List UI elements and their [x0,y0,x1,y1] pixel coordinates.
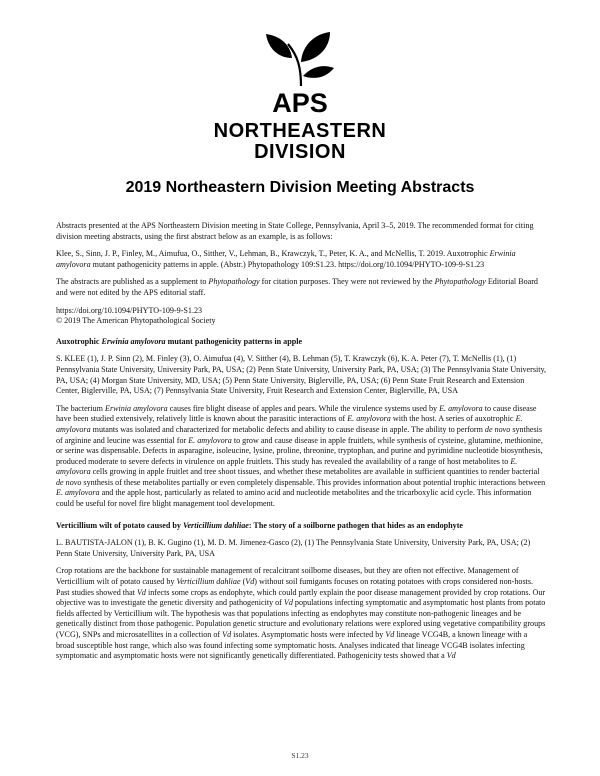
doi-link[interactable]: https://doi.org/10.1094/PHYTO-109-9-S1.23 [56,305,203,315]
abstract-2-authors: L. BAUTISTA-JALON (1), B. K. Gugino (1), M. D. M. Jimenez-Gasco (2), (1) The Pennsylvania State University, University Park, PA, USA; (2) Penn State University, University Park, PA, USA [56,538,531,558]
doi-and-copyright [56,306,546,327]
abstract-1-authors: S. KLEE (1), J. P. Sinn (2), M. Finley (3), O. Aimufua (4), V. Sitther (4), B. Lehman (5), T. Krawczyk (6), K. A. Peter (7), T. McNellis (1), (1) Pennsylvania State University, University Park, PA, USA; (2) Penn State University, University Park, PA, USA; (3) The Pennsylvania State University, PA, USA; (4) Morgan State University, MD, USA; (5) Penn State University, Biglerville, PA, USA; (6) Penn State Fruit Research and Extension Center, Biglerville, PA, USA; (7) Pennsylvania State University, Fruit Research and Extension Center, Biglerville, PA, USA [56,354,547,396]
page-number: S1.23 [291,751,309,760]
abstract-1-body: The bacterium Erwinia amylovora causes fire blight disease of apples and pears. While the virulence systems used by E. amylovora to cause disease have been studied extensively, relatively little is known about the parasitic interactions of E. amylovora with the host. A series of auxotrophic E. amylovora mutants was isolated and characterized for metabolic defects and ability to cause disease in apple. The ability to perform de novo synthesis of arginine and leucine was essential for E. amylovora to grow and cause disease in apple fruitlets, while synthesis of cysteine, glutamine, methionine, or serine was dispensable. Defects in asparagine, isoleucine, lysine, proline, threonine, tryptophan, and purine and pyrimidine nucleotide biosynthesis, produced moderate to severe defects in virulence on apple fruitlets. This study has revealed the availability of a range of host metabolites to E. amylovora cells growing in apple fruitlet and tree shoot tissues, and whether these metabolites are available in sufficient quantities to render bacterial de novo synthesis of these metabolites partially or even completely dispensable. This provides information about potential trophic interactions between E. amylovora and the apple host, particularly as related to amino acid and nucleotide metabolites and the tricarboxylic acid cycle. This information could be useful for novel fire blight management tool development. [56,403,546,509]
supplement-note: The abstracts are published as a supplement to Phytopathology for citation purposes. They were not reviewed by the Phytopathology Editorial Board and were not edited by the APS editorial staff. [56,277,538,297]
intro-paragraph: Abstracts presented at the APS Northeastern Division meeting in State College, Pennsylvania, April 3–5, 2019. The recommended format for citing division meeting abstracts, using the first abstract below as an example, is as follows: [56,221,534,241]
article-body [56,221,546,669]
logo-line-northeastern: NORTHEASTERN [213,120,387,142]
page-title: 2019 Northeastern Division Meeting Abstracts [125,179,475,196]
citation-example: Klee, S., Sinn, J. P., Finley, M., Aimufua, O., Sitther, V., Lehman, B., Krawczyk, T., Peter, K. A., and McNellis, T. 2019. Auxotrophic Erwinia amylovora mutant pathogenicity patterns in apple. (Abstr.) Phytopathology 109:S1.23. https://doi.org/10.1094/PHYTO-109-9-S1.23 [56,249,516,269]
abstract-1-title: Auxotrophic Erwinia amylovora mutant pathogenicity patterns in apple [56,336,303,346]
abstract-2-body: Crop rotations are the backbone for sustainable management of recalcitrant soilborne diseases, but they are often not effective. Management of Verticillium wilt of potato caused by Verticillium dahliae (Vd) without soil fumigants focuses on rotating potatoes with crops considered non-hosts. Past studies showed that Vd infects some crops as endophyte, which could partly explain the poor disease management provided by crop rotations. Our objective was to investigate the genetic diversity and pathogenicity of Vd populations infecting symptomatic and asymptomatic host plants from potato fields affected by Verticillium wilt. The hypothesis was that populations infecting as endophytes may constitute non-pathogenic lineages and be genetically distinct from those pathogenic. Population genetic structure and evolutionary relations were explored using vegetative compatibility groups (VCG), SNPs and microsatellites in a collection of Vd isolates. Asymptomatic hosts were infected by Vd lineage VCG4B, a known lineage with a broad susceptible host range, which also was found infecting some symptomatic hosts. Analyses indicated that lineage VCG4B isolates infecting symptomatic and asymptomatic hosts were not significantly genetically differentiated. Pathogenicity tests showed that a Vd [56,566,546,661]
logo-line-aps: APS [272,88,328,118]
logo-line-division: DIVISION [254,141,346,163]
abstract-2-title: Verticillium wilt of potato caused by Verticillium dahliae: The story of a soilborne pathogen that hides as an endophyte [56,520,463,530]
copyright: © 2019 The American Phytopathological Society [56,316,216,326]
